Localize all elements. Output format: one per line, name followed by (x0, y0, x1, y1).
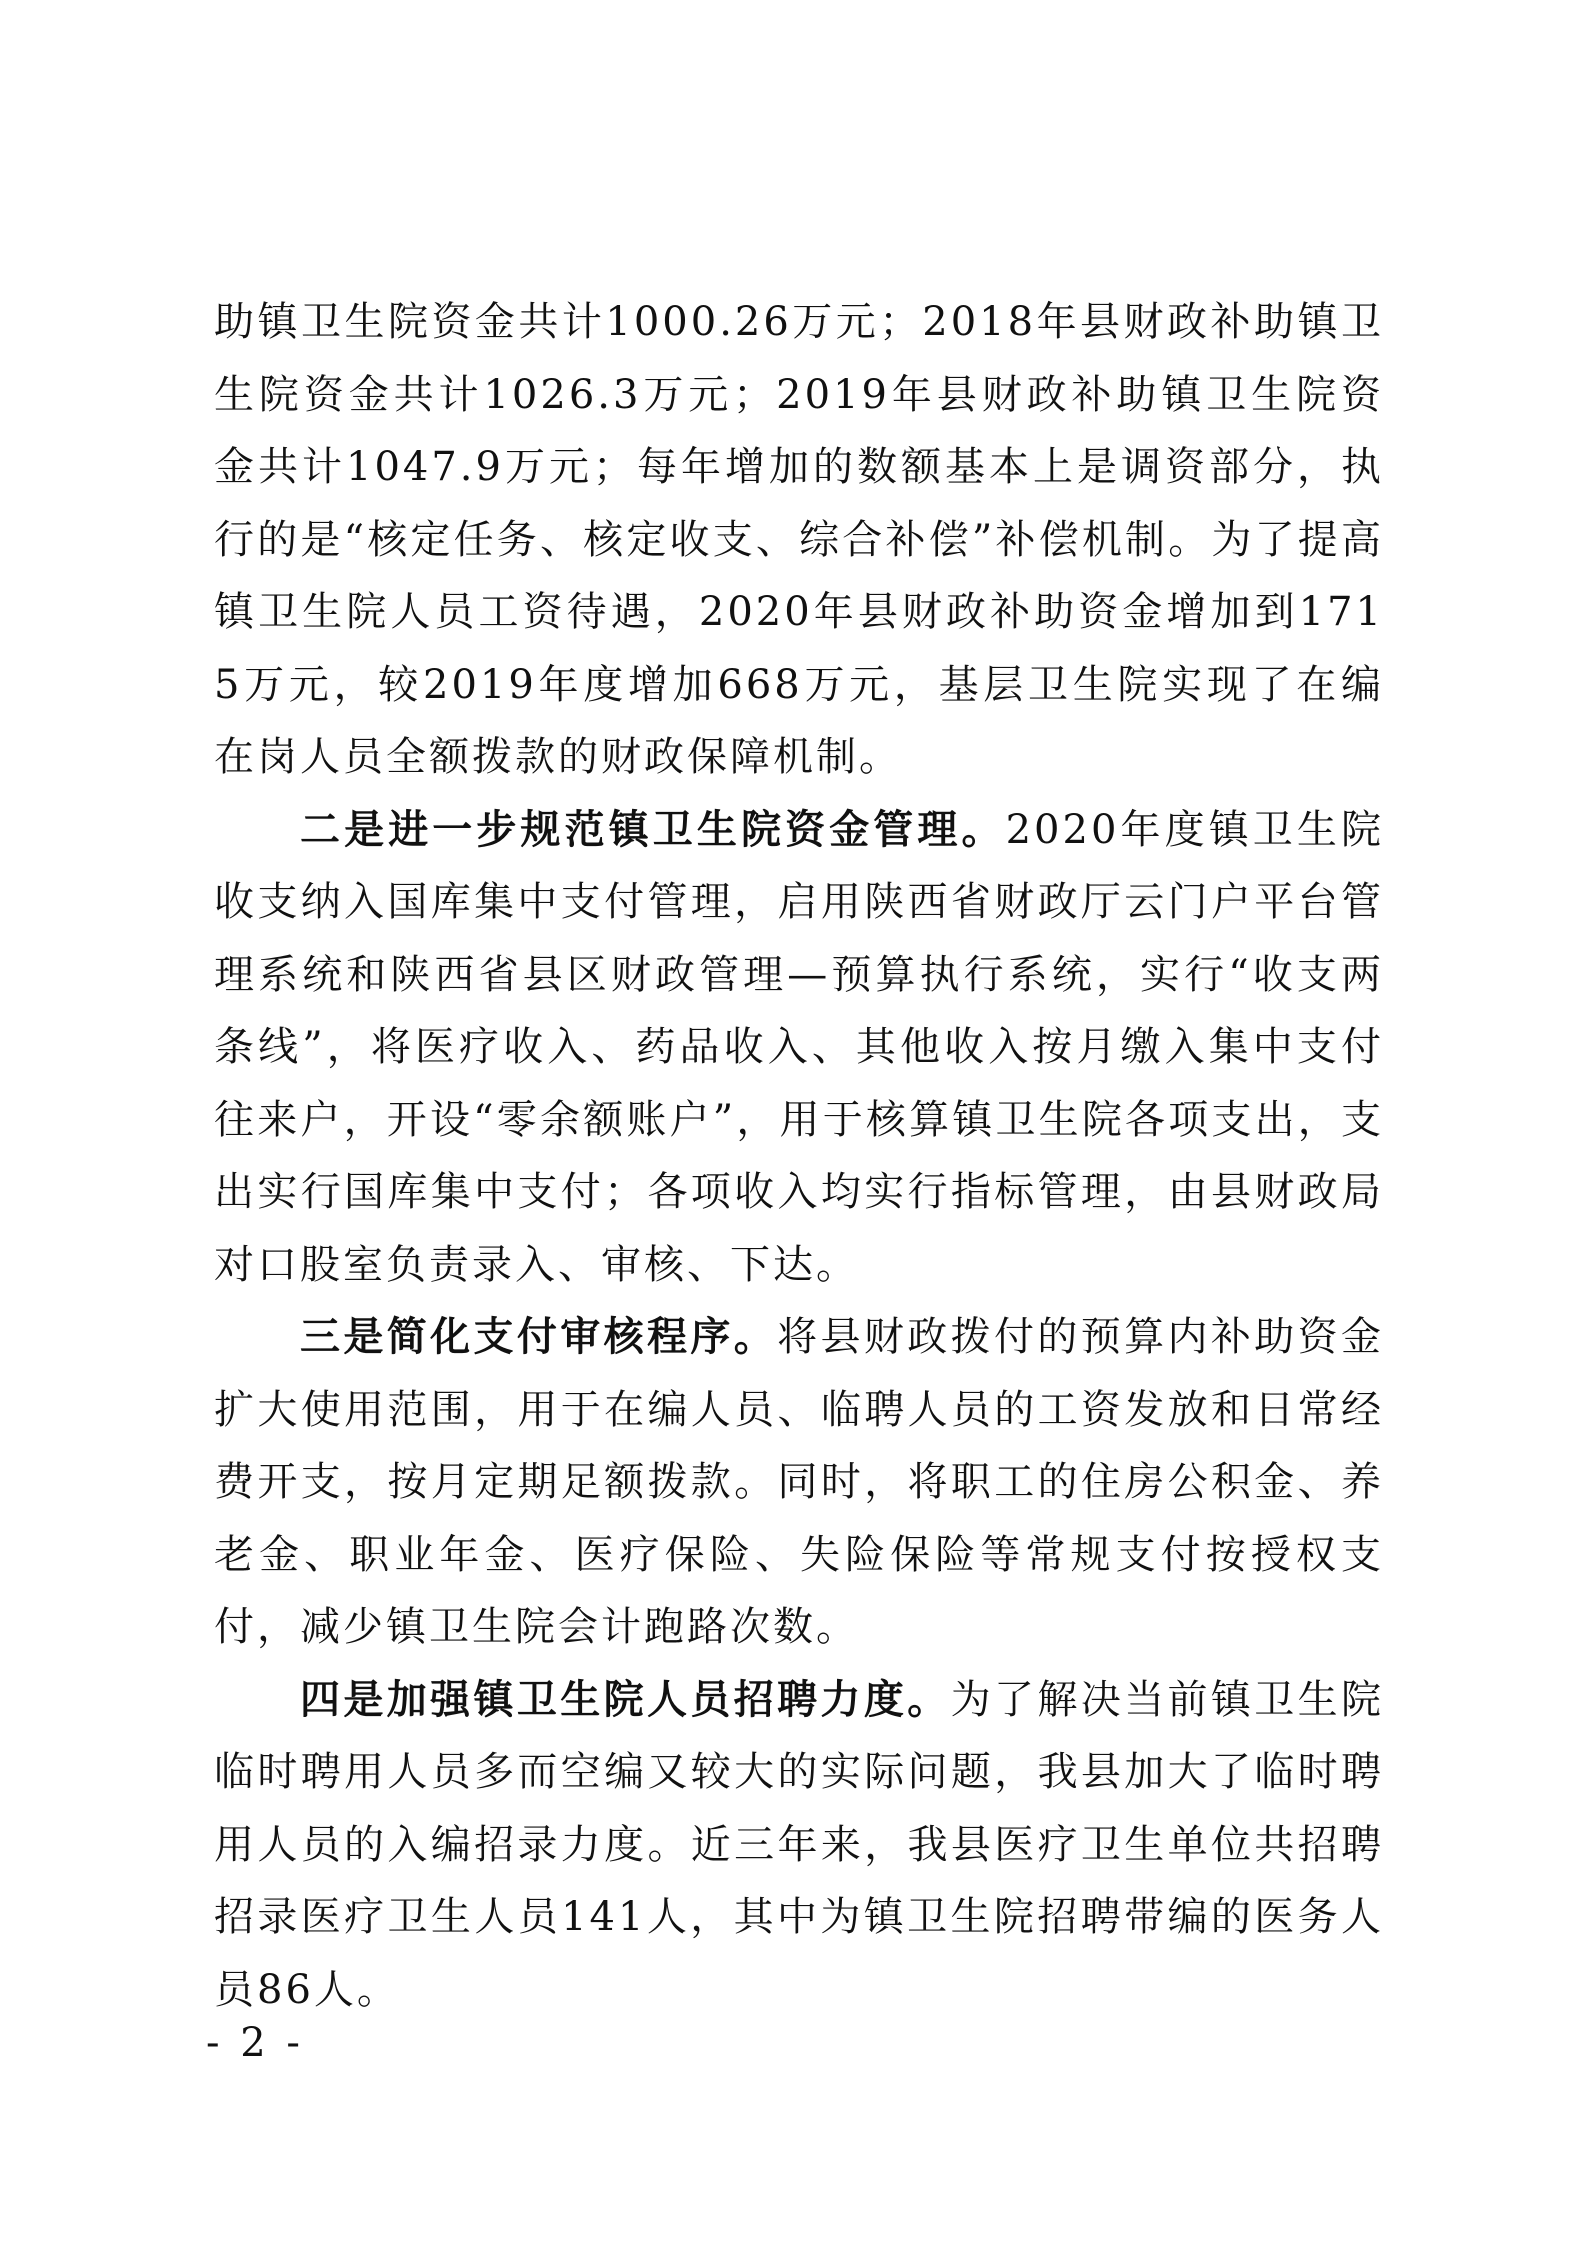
paragraph-1-text: 助镇卫生院资金共计1000.26万元；2018年县财政补助镇卫生院资金共计1026.3万元；2019年县财政补助镇卫生院资金共计1047.9万元；每年增加的数额基本上是调资部分，执行的是“核定任务、核定收支、综合补偿”补偿机制。为了提高镇卫生院人员工资待遇，2020年县财政补助资金增加到1715万元，较2019年度增加668万元，基层卫生院实现了在编在岗人员全额拨款的财政保障机制。 (214, 299, 1384, 780)
paragraph-3-text: 将县财政拨付的预算内补助资金扩大使用范围，用于在编人员、临聘人员的工资发放和日常经费开支，按月定期足额拨款。同时，将职工的住房公积金、养老金、职业年金、医疗保险、失险保险等常规支付按授权支付，减少镇卫生院会计跑路次数。 (214, 1314, 1384, 1650)
paragraph-2-heading: 二是进一步规范镇卫生院资金管理。 (300, 806, 1006, 853)
paragraph-3 (214, 1301, 1384, 1664)
paragraph-4-heading: 四是加强镇卫生院人员招聘力度。 (300, 1676, 951, 1723)
paragraph-2 (214, 794, 1384, 1302)
paragraph-3-heading: 三是简化支付审核程序。 (300, 1314, 778, 1360)
paragraph-4-text: 为了解决当前镇卫生院临时聘用人员多而空编又较大的实际问题，我县加大了临时聘用人员的入编招录力度。近三年来，我县医疗卫生单位共招聘招录医疗卫生人员141人，其中为镇卫生院招聘带编的医务人员86人。 (214, 1676, 1384, 2013)
paragraph-1 (214, 286, 1384, 794)
paragraph-4 (214, 1664, 1384, 2027)
page-number: - 2 - (206, 2020, 304, 2066)
paragraph-2-text: 2020年度镇卫生院收支纳入国库集中支付管理，启用陕西省财政厅云门户平台管理系统和陕西省县区财政管理—预算执行系统，实行“收支两条线”，将医疗收入、药品收入、其他收入按月缴入集中支付往来户，开设“零余额账户”，用于核算镇卫生院各项支出，支出实行国库集中支付；各项收入均实行指标管理，由县财政局对口股室负责录入、审核、下达。 (214, 806, 1385, 1288)
body-text (214, 286, 1384, 2026)
